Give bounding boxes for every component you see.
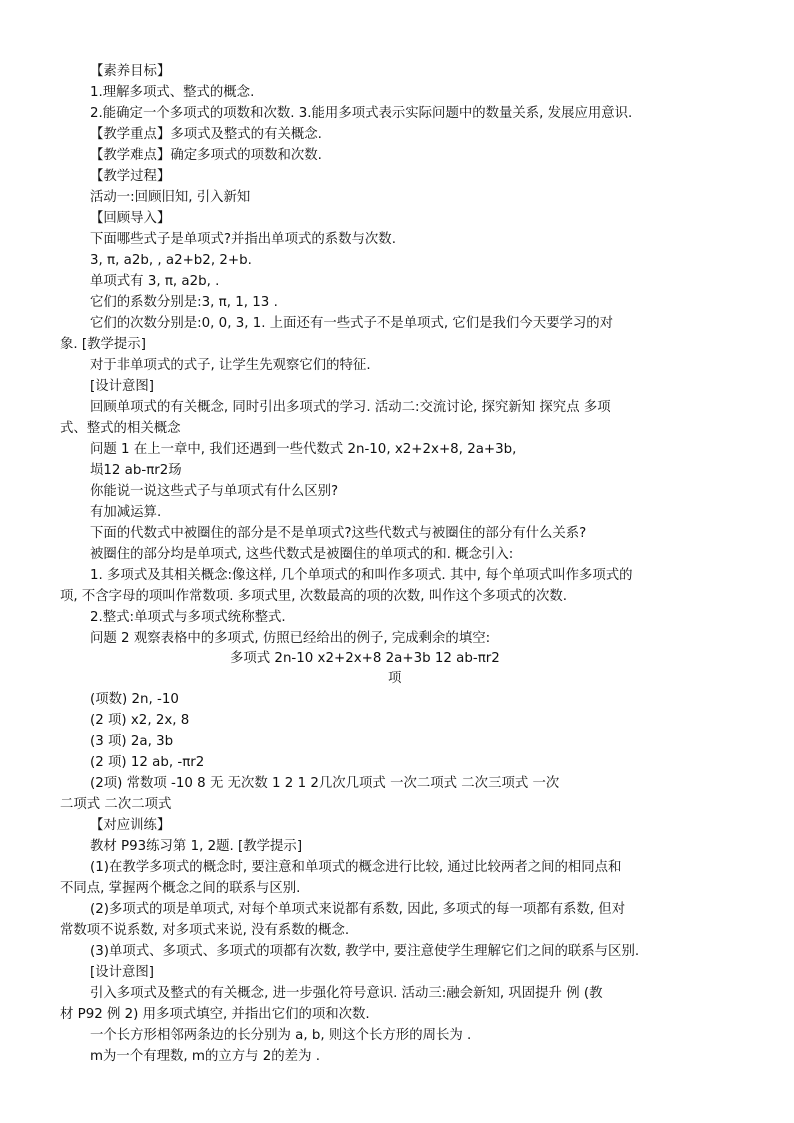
text-line: 引入多项式及整式的有关概念, 进一步强化符号意识. 活动三:融会新知, 巩固提升 例 (教	[90, 986, 603, 1001]
text-line: 2.能确定一个多项式的项数和次数. 3.能用多项式表示实际问题中的数量关系, 发展应用意识.	[90, 106, 633, 121]
section-heading: 【对应训练】	[90, 818, 171, 833]
text-line: (3)单项式、多项式、多项式的项都有次数, 教学中, 要注意使学生理解它们之间的联系与区别.	[90, 944, 640, 959]
text-line: 问题 1 在上一章中, 我们还遇到一些代数式 2n-10, x2+2x+8, 2a+3b,	[90, 442, 517, 457]
text-line: 下面的代数式中被圈住的部分是不是单项式?这些代数式与被圈住的部分有什么关系?	[90, 526, 587, 541]
section-heading: 【素养目标】	[90, 64, 171, 79]
text-line: 它们的次数分别是:0, 0, 3, 1. 上面还有一些式子不是单项式, 它们是我们今天要学习的对	[90, 316, 614, 331]
table-row: (项数) 2n, -10	[90, 692, 179, 707]
text-line: 1.理解多项式、整式的概念.	[90, 85, 255, 100]
text-line: 有加减运算.	[90, 505, 162, 520]
table-header-line: 项	[388, 671, 402, 686]
text-line: 单项式有 3, π, a2b, .	[90, 274, 220, 289]
table-row: (2项) 常数项 -10 8 无 无次数 1 2 1 2几次几项式 一次二项式 二次三项式 一次	[90, 776, 560, 791]
text-line: 3, π, a2b, , a2+b2, 2+b.	[90, 253, 252, 268]
text-line: 教材 P93练习第 1, 2题. [教学提示]	[90, 839, 303, 854]
text-line: 材 P92 例 2) 用多项式填空, 并指出它们的项和次数.	[60, 1007, 370, 1022]
table-header-line: 多项式 2n-10 x2+2x+8 2a+3b 12 ab-πr2	[230, 651, 500, 666]
text-line: (1)在教学多项式的概念时, 要注意和单项式的概念进行比较, 通过比较两者之间的相同点和	[90, 860, 622, 875]
table-row: (3 项) 2a, 3b	[90, 734, 174, 749]
table-row: 二项式 二次二项式	[60, 797, 172, 812]
text-line: 对于非单项式的式子, 让学生先观察它们的特征.	[90, 358, 371, 373]
section-heading: 【回顾导入】	[90, 211, 171, 226]
section-heading: [设计意图]	[90, 965, 155, 980]
section-heading: 【教学重点】多项式及整式的有关概念.	[90, 127, 322, 142]
text-line: 被圈住的部分均是单项式, 这些代数式是被圈住的单项式的和. 概念引入:	[90, 547, 514, 562]
text-line: 常数项不说系数, 对多项式来说, 没有系数的概念.	[60, 923, 350, 938]
text-line: 项, 不含字母的项叫作常数项. 多项式里, 次数最高的项的次数, 叫作这个多项式的次数.	[60, 589, 567, 604]
table-row: (2 项) 12 ab, -πr2	[90, 755, 205, 770]
text-line: 不同点, 掌握两个概念之间的联系与区别.	[60, 881, 301, 896]
section-heading: 【教学难点】确定多项式的项数和次数.	[90, 148, 322, 163]
text-line: 一个长方形相邻两条边的长分别为 a, b, 则这个长方形的周长为 .	[90, 1028, 472, 1043]
section-heading: 【教学过程】	[90, 169, 171, 184]
text-line: (2)多项式的项是单项式, 对每个单项式来说都有系数, 因此, 多项式的每一项都有系数, 但对	[90, 902, 626, 917]
text-line: 回顾单项式的有关概念, 同时引出多项式的学习. 活动二:交流讨论, 探究新知 探究点 多项	[90, 400, 611, 415]
text-line: 活动一:回顾旧知, 引入新知	[90, 190, 251, 205]
text-line: 问题 2 观察表格中的多项式, 仿照已经给出的例子, 完成剩余的填空:	[90, 631, 491, 646]
text-line: 埙12 ab-πr2玚	[90, 463, 182, 478]
text-line: 你能说一说这些式子与单项式有什么区别?	[90, 484, 339, 499]
text-line: 下面哪些式子是单项式?并指出单项式的系数与次数.	[90, 232, 396, 247]
table-row: (2 项) x2, 2x, 8	[90, 713, 190, 728]
section-heading: [设计意图]	[90, 379, 155, 394]
text-line: 1. 多项式及其相关概念:像这样, 几个单项式的和叫作多项式. 其中, 每个单项式叫作多项式的	[90, 568, 633, 583]
text-line: 式、整式的相关概念	[60, 421, 181, 436]
text-line: 它们的系数分别是:3, π, 1, 13 .	[90, 295, 278, 310]
text-line: m为一个有理数, m的立方与 2的差为 .	[90, 1049, 320, 1064]
text-line: 2.整式:单项式与多项式统称整式.	[90, 610, 286, 625]
text-line: 象. [教学提示]	[60, 337, 146, 352]
